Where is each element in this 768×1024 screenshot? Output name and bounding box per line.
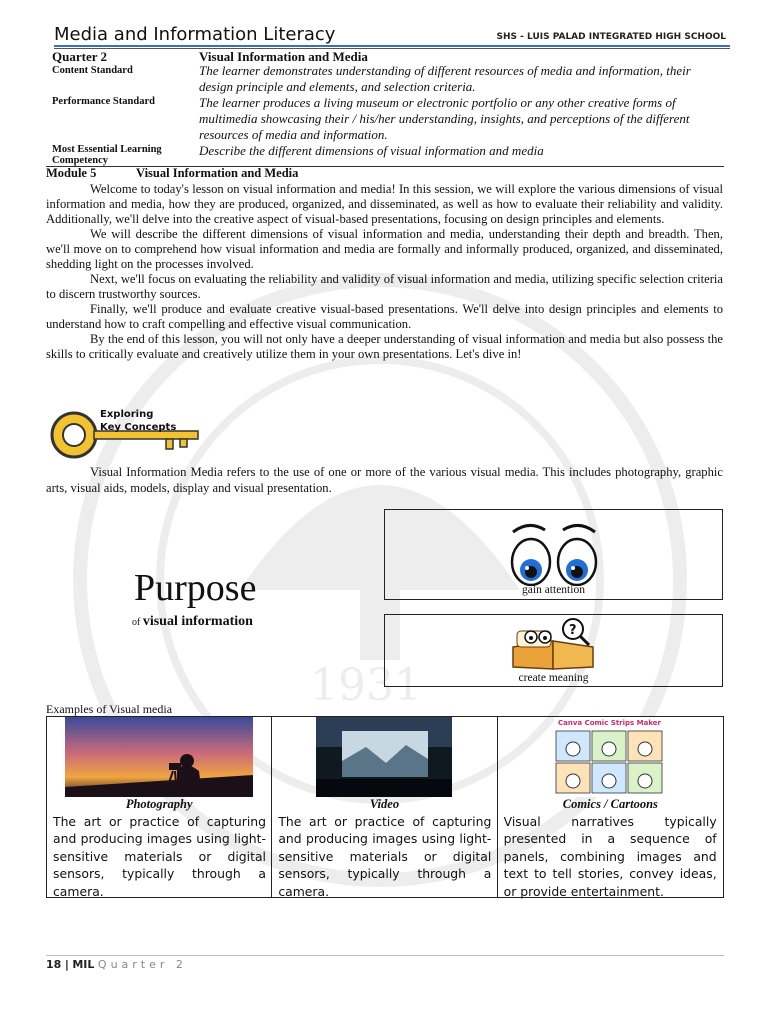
key-concepts-label xyxy=(100,408,176,434)
key-concepts-line1: Exploring xyxy=(100,409,154,420)
create-meaning-caption: create meaning xyxy=(518,672,589,684)
intro-paragraph: Welcome to today's lesson on visual information and media! In this session, we will explore the various dimensions of visual information and media, how they are produced, organized, and disseminated, as well as how to evaluate their reliability and validity. Additionally, we'll delve into the creative aspect of visual-based presentations, focusing on design principles and elements. xyxy=(46,182,723,226)
melc-label xyxy=(52,144,162,166)
page-number: 18 xyxy=(46,958,62,971)
footer-subject: MIL xyxy=(72,958,95,971)
intro-paragraph: We will describe the different dimensions of visual information and media, understanding their depth and breadth. Then, we'll move on to comprehend how visual information and media are formally and informally produced, organized, and disseminated, shedding light on the processes involved. xyxy=(46,227,723,271)
video-image xyxy=(316,717,452,797)
purpose-sub-main: visual information xyxy=(142,614,253,629)
topic-heading: Visual Information and Media xyxy=(199,49,368,64)
footer-quarter: Quarter 2 xyxy=(97,958,187,971)
example-video xyxy=(272,717,497,897)
example-comics xyxy=(498,717,723,897)
watermark-year: 1931 xyxy=(310,660,422,711)
melc-label-line1: Most Essential Learning xyxy=(52,144,162,155)
comics-image xyxy=(554,717,666,797)
content-standard-label: Content Standard xyxy=(52,65,133,76)
example-description: The art or practice of capturing and producing images using light-sensitive materials or digital sensors, typically through a camera. xyxy=(278,814,492,899)
photography-image xyxy=(65,717,253,797)
examples-table xyxy=(46,716,724,898)
book-character-icon xyxy=(507,617,601,673)
page-header xyxy=(54,24,730,46)
example-name: Comics / Cartoons xyxy=(562,797,658,811)
footer-separator: | xyxy=(64,958,69,971)
footer-rule xyxy=(46,955,724,956)
eyes-icon xyxy=(507,522,603,586)
purpose-title: Purpose xyxy=(134,567,257,609)
header-rule-dark xyxy=(54,48,730,49)
purpose-subtitle xyxy=(132,614,253,630)
svg-text:?: ? xyxy=(569,623,577,638)
content-standard-value: The learner demonstrates understanding of different resources of media and information, their design principle and elements, and selection criteria. xyxy=(199,63,691,94)
page-footer xyxy=(46,958,187,971)
example-name: Photography xyxy=(125,797,193,811)
examples-title: Examples of Visual media xyxy=(46,702,173,716)
purpose-sub-prefix: of xyxy=(132,617,141,628)
gain-attention-caption: gain attention xyxy=(522,584,585,596)
example-photography xyxy=(47,717,272,897)
header-title: Media and Information Literacy xyxy=(54,24,336,45)
key-concepts-line2: Key Concepts xyxy=(100,422,177,433)
visual-info-paragraph: Visual Information Media refers to the use of one or more of the various visual media. This includes photography, graphic arts, visual aids, models, display and visual presentation. xyxy=(46,465,723,495)
visual-info-text xyxy=(46,464,723,496)
performance-standard-label: Performance Standard xyxy=(52,96,155,107)
example-name: Video xyxy=(369,797,400,811)
intro-paragraph: Next, we'll focus on evaluating the reliability and validity of visual information and media, utilizing specific selection criteria to discern trustworthy sources. xyxy=(46,272,723,301)
example-description: The art or practice of capturing and producing images using light-sensitive materials or digital sensors, typically through a camera. xyxy=(53,814,266,899)
intro-text xyxy=(46,182,723,362)
module-number: Module 5 xyxy=(46,166,97,180)
example-description: Visual narratives typically presented in a sequence of panels, combining images and text to tell stories, convey ideas, or provide entertainment. xyxy=(503,814,717,899)
melc-label-line2: Competency xyxy=(52,155,108,166)
melc-value: Describe the different dimensions of visual information and media xyxy=(199,143,544,158)
purpose-box-meaning xyxy=(384,614,723,687)
purpose-box-attention xyxy=(384,509,723,600)
intro-paragraph: By the end of this lesson, you will not only have a deeper understanding of visual information and media but also possess the skills to critically evaluate and creatively utilize them in your own presentations. Let's dive in! xyxy=(46,332,723,361)
module-title: Visual Information and Media xyxy=(136,166,299,180)
header-rule-blue xyxy=(54,45,730,47)
quarter-label: Quarter 2 xyxy=(52,49,107,64)
intro-paragraph: Finally, we'll produce and evaluate creative visual-based presentations. We'll delve into design principles and elements to understand how to craft compelling and effective visual communication. xyxy=(46,302,723,331)
comics-image-title: Canva Comic Strips Maker xyxy=(557,719,661,727)
header-school: SHS - LUIS PALAD INTEGRATED HIGH SCHOOL xyxy=(496,32,726,42)
performance-standard-value: The learner produces a living museum or electronic portfolio or any other creative forms of multimedia showcasing their / his/her understanding, insights, and perceptions of the different resources of media and information. xyxy=(199,95,690,142)
